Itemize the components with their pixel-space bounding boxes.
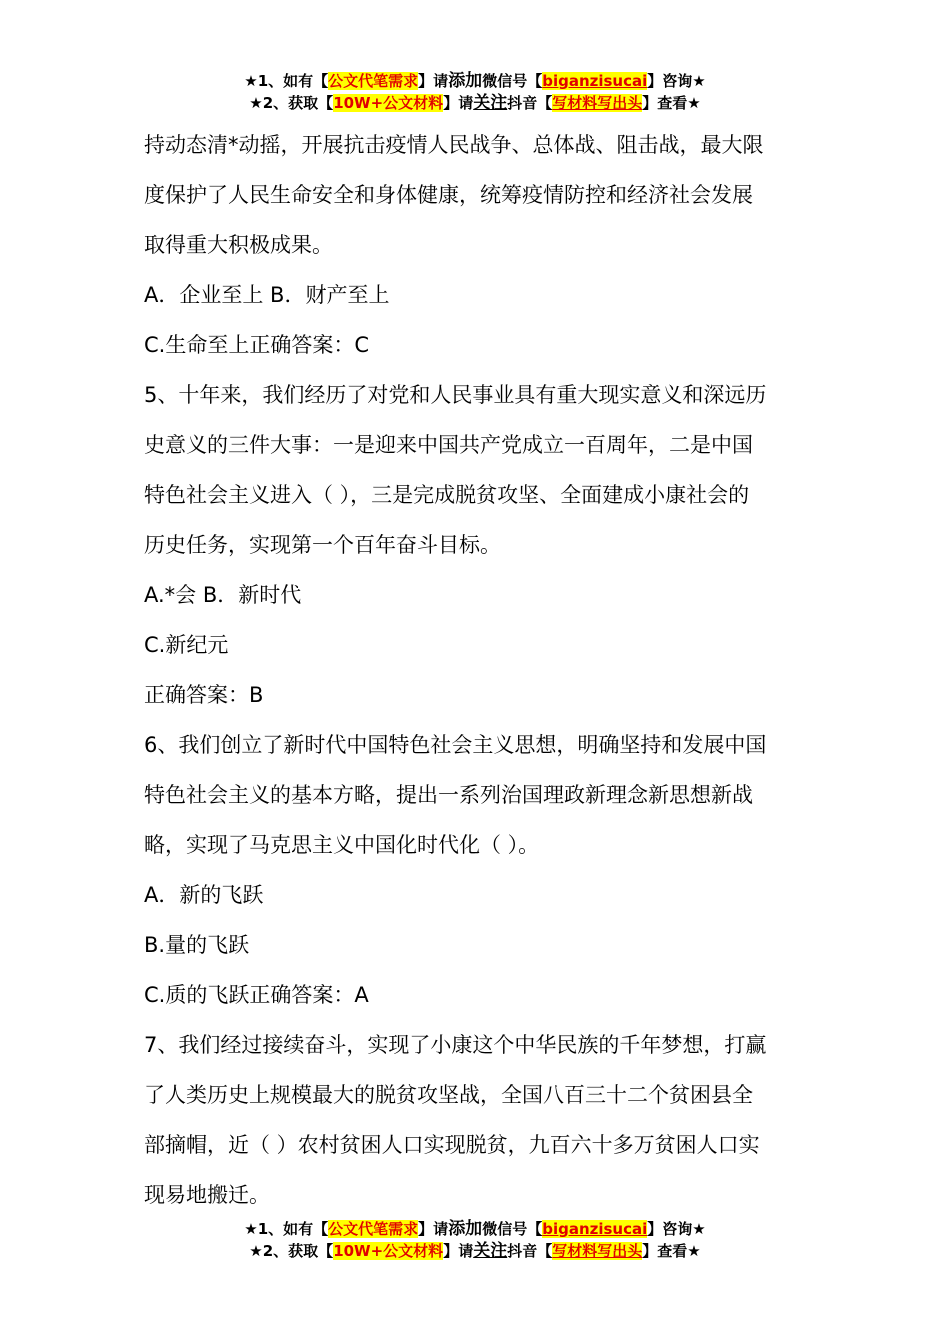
option-line: B.量的飞跃	[144, 933, 250, 957]
text-line: 度保护了人民生命安全和身体健康，统筹疫情防控和经济社会发展	[144, 183, 753, 207]
banner-line-2: ★2、获取【10W+公文材料】请关注抖音【写材料写出头】查看★	[249, 1241, 701, 1261]
highlight-douyin-id: 写材料写出头	[552, 94, 643, 112]
footer-banner	[0, 1218, 950, 1262]
text-line: 部摘帽，近（ ）农村贫困人口实现脱贫，九百六十多万贫困人口实	[144, 1133, 760, 1157]
highlight-douyin-id: 写材料写出头	[552, 1242, 643, 1260]
option-line: A．企业至上 B．财产至上	[144, 283, 390, 307]
highlight-materials: 10W+公文材料	[333, 1242, 444, 1260]
highlight-wechat-id: biganzisucai	[542, 72, 648, 90]
highlight-materials: 10W+公文材料	[333, 94, 444, 112]
text-line: 略，实现了马克思主义中国化时代化（ ）。	[144, 833, 540, 857]
answer-line: C.生命至上正确答案：C	[144, 333, 370, 357]
text-line: 特色社会主义进入（ ），三是完成脱贫攻坚、全面建成小康社会的	[144, 483, 750, 507]
question-7-line: 7、我们经过接续奋斗，实现了小康这个中华民族的千年梦想，打赢	[144, 1033, 767, 1057]
text-line: 持动态清*动摇，开展抗击疫情人民战争、总体战、阻击战，最大限	[144, 133, 764, 157]
question-6-line: 6、我们创立了新时代中国特色社会主义思想，明确坚持和发展中国	[144, 733, 767, 757]
text-line: 历史任务，实现第一个百年奋斗目标。	[144, 533, 501, 557]
highlight-wechat-id: biganzisucai	[542, 1220, 648, 1238]
banner-line-2: ★2、获取【10W+公文材料】请关注抖音【写材料写出头】查看★	[249, 93, 701, 113]
header-banner	[0, 70, 950, 114]
text-line: 特色社会主义的基本方略，提出一系列治国理政新理念新思想新战	[144, 783, 753, 807]
highlight-service: 公文代笔需求	[328, 1220, 419, 1238]
highlight-service: 公文代笔需求	[328, 72, 419, 90]
question-5-line: 5、十年来，我们经历了对党和人民事业具有重大现实意义和深远历	[144, 383, 767, 407]
option-line: A.*会 B．新时代	[144, 583, 302, 607]
answer-line: 正确答案：B	[144, 683, 264, 707]
text-line: 史意义的三件大事：一是迎来中国共产党成立一百周年，二是中国	[144, 433, 753, 457]
document-body	[144, 120, 810, 1220]
answer-line: C.质的飞跃正确答案：A	[144, 983, 369, 1007]
text-line: 了人类历史上规模最大的脱贫攻坚战，全国八百三十二个贫困县全	[144, 1083, 753, 1107]
banner-line-1: ★1、如有【公文代笔需求】请添加微信号【biganzisucai】咨询★	[244, 71, 706, 91]
option-line: C.新纪元	[144, 633, 229, 657]
banner-line-1: ★1、如有【公文代笔需求】请添加微信号【biganzisucai】咨询★	[244, 1219, 706, 1239]
text-line: 取得重大积极成果。	[144, 233, 333, 257]
option-line: A．新的飞跃	[144, 883, 264, 907]
text-line: 现易地搬迁。	[144, 1183, 270, 1207]
